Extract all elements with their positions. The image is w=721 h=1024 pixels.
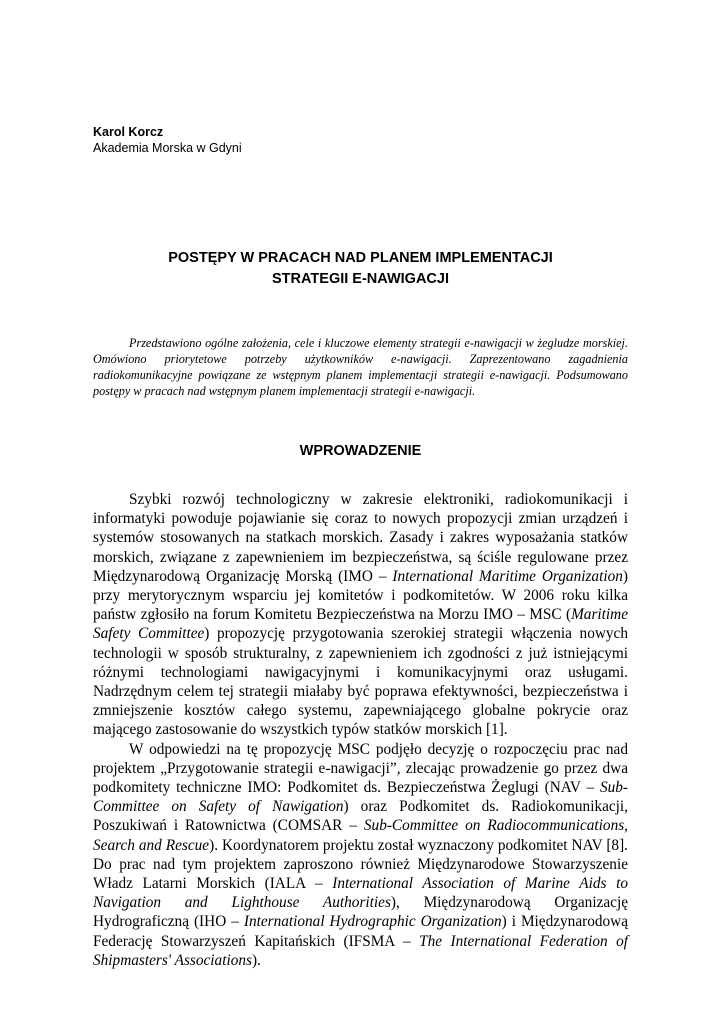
p2-italic-3: International Association of Marine Aids to Navigation and Lighthouse Authorities [93,875,628,912]
body-text [93,490,628,970]
paragraph-1 [93,490,628,740]
title-line-1: POSTĘPY W PRACACH NAD PLANEM IMPLEMENTACJI [168,250,553,266]
p1-text-1: Szybki rozwój technologiczny w zakresie elektroniki, radiokomunikacji i informatyki powoduje pojawianie się coraz to nowych propozycji zmian urządzeń i systemów stosowanych na statkach morskich. Zasady i zakres wyposażania statków morskich, związane z zapewnieniem im bezpieczeństwa, są ściśle regulowane przez Międzynarodową Organizację Morską (IMO – [93,491,628,585]
p2-text-5: ) i Międzynarodową Federację Stowarzyszeń Kapitańskich (IFSMA – [93,913,628,950]
p2-text-6: ). [251,951,261,969]
section-heading: WPROWADZENIE [299,443,422,459]
p2-text-3: ). Koordynatorem projektu został wyznaczony podkomitet NAV [8]. Do prac nad tym projektem zaproszono również Międzynarodowe Stowarzyszenie Władz Latarni Morskich (IALA – [93,836,628,893]
p2-italic-5: The International Federation of Shipmasters' Associations [93,932,629,969]
p2-italic-1: Sub-Committee on Safety of Nawigation [93,779,628,816]
author-name: Karol Korcz [93,125,164,139]
author-affiliation: Akademia Morska w Gdyni [93,141,242,155]
p1-text-2: ) przy merytorycznym wsparciu jej komitetów i podkomitetów. W 2006 roku kilka państw zgłosiło na forum Komitetu Bezpieczeństwa na Morzu IMO – MSC ( [93,567,628,624]
p1-italic-2: Maritime Safety Committee [93,606,628,643]
abstract: Przedstawiono ogólne założenia, cele i kluczowe elementy strategii e-nawigacji w żegludze morskiej. Omówiono priorytetowe potrzeby użytkowników e-nawigacji. Zaprezentowano zagadnienia radiokomunikacyjne powiązane ze wstępnym planem implementacji strategii e-nawigacji. Podsumowano postępy w pracach nad wstępnym planem implementacji strategii e-nawigacji. [93,336,628,398]
p2-text-4: ), Międzynarodową Organizację Hydrograficzną (IHO – [93,894,628,931]
paper-title [93,248,628,290]
title-line-2: STRATEGII E-NAWIGACJI [272,271,449,287]
p2-italic-2: Sub-Committee on Radiocommunications, Search and Rescue [93,817,628,854]
p1-text-3: ) propozycję przygotowania szerokiej strategii włączenia nowych technologii w sposób strukturalny, z zapewnieniem ich zgodności z już istniejącymi różnymi technologiami nawigacyjnymi i komunikacyjnymi oraz usługami. Nadrzędnym celem tej strategii miałaby być poprawa efektywności, bezpieczeństwa i zmniejszenie kosztów całego systemu, zapewniającego globalne pokrycie oraz mającego zastosowanie do wszystkich typów statków morskich [1]. [93,625,628,739]
p1-italic-1: International Maritime Organization [392,567,623,585]
p2-text-2: ) oraz Podkomitet ds. Radiokomunikacji, Poszukiwań i Ratownictwa (COMSAR – [93,798,628,835]
paragraph-2 [93,740,628,970]
author-block [93,124,242,156]
p2-text-1: W odpowiedzi na tę propozycję MSC podjęło decyzję o rozpoczęciu prac nad projektem „Przygotowanie strategii e-nawigacji”, zlecając prowadzenie go przez dwa podkomitety techniczne IMO: Podkomitet ds. Bezpieczeństwa Żeglugi (NAV – [93,740,628,797]
p2-italic-4: International Hydrographic Organization [243,913,502,931]
